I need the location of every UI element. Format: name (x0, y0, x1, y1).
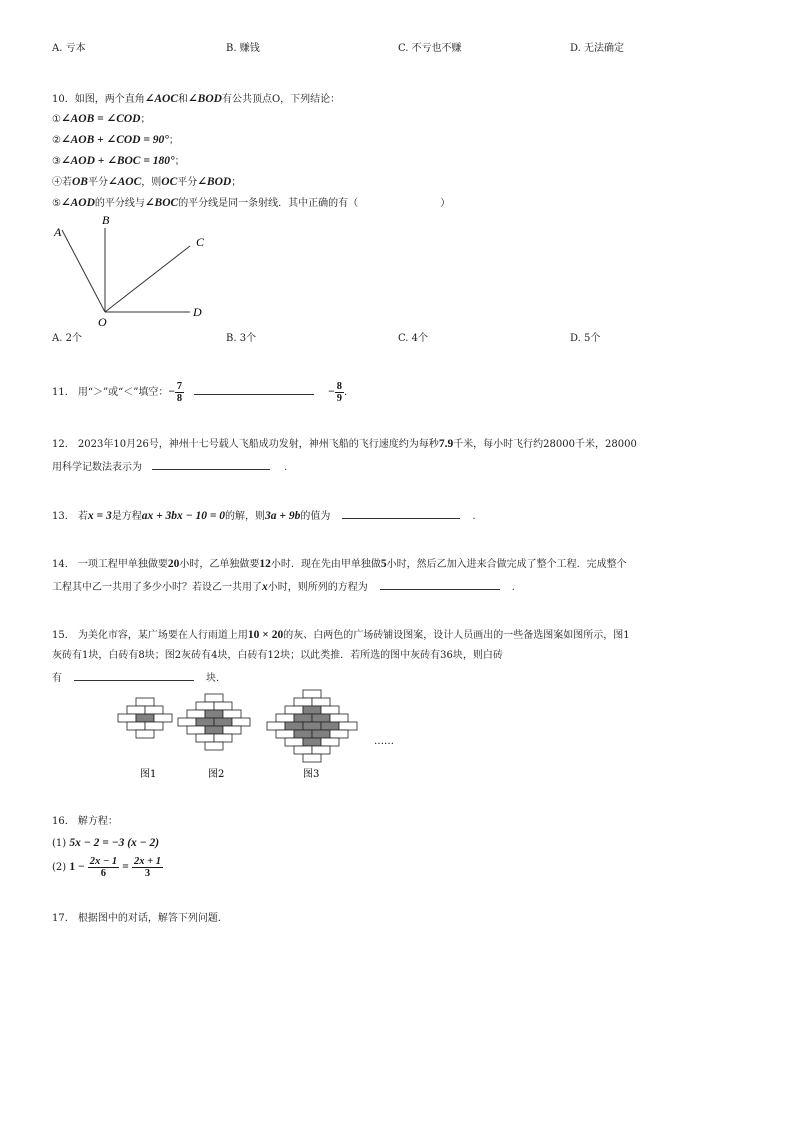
white-brick (312, 746, 330, 754)
q9-option-c: C. 不亏也不赚 (398, 43, 462, 54)
label-c: C (196, 235, 205, 249)
q9-option-b: B. 赚钱 (226, 43, 260, 54)
q11-answer-blank[interactable] (194, 384, 314, 395)
white-brick (321, 738, 339, 746)
fig-label-2: 图2 (208, 769, 225, 780)
white-brick (214, 702, 232, 710)
gray-brick (312, 730, 330, 738)
gray-brick (205, 710, 223, 718)
q14-line2: 工程其中乙一共用了多少小时？若设乙一共用了x小时，则所列的方程为 . (52, 581, 515, 593)
q13-answer-blank[interactable] (342, 508, 460, 519)
white-brick (136, 730, 154, 738)
white-brick (205, 694, 223, 702)
fig-label-3: 图3 (303, 769, 320, 780)
white-brick (312, 698, 330, 706)
white-brick (267, 722, 285, 730)
q14-answer-blank[interactable] (380, 579, 500, 590)
q11: 11． 用“＞”或“＜”填空：− $\frac{7}{8}$ − $\frac{8}{9}$ . (52, 381, 348, 404)
label-b: B (102, 213, 110, 227)
q10-angle-figure (50, 212, 210, 330)
q10-option-d: D. 5个 (570, 333, 601, 344)
q15-line3: 有 块． (52, 670, 226, 686)
white-brick (330, 730, 348, 738)
brick-figure-2 (178, 694, 250, 750)
white-brick (232, 718, 250, 726)
white-brick (196, 734, 214, 742)
brick-figure-3 (267, 690, 357, 762)
white-brick (330, 714, 348, 722)
q15-line2: 灰砖有1块，白砖有8块；图2灰砖有4块，白砖有12块；以此类推．若所选的图中灰砖有36块，则白砖 (52, 650, 503, 661)
label-o: O (98, 315, 107, 329)
q10-statement-4: ④若OB平分∠AOC，则OC平分∠BOD； (52, 176, 242, 188)
white-brick (154, 714, 172, 722)
q9-option-d: D. 无法确定 (570, 43, 625, 54)
white-brick (294, 698, 312, 706)
q10-stem: 10．如图，两个直角∠AOC和∠BOD有公共顶点O，下列结论： (52, 93, 341, 105)
q10-statement-1: ①∠AOB = ∠COD； (52, 113, 151, 125)
brick-figure-1 (118, 698, 172, 738)
white-brick (127, 722, 145, 730)
gray-brick (214, 718, 232, 726)
white-brick (276, 730, 294, 738)
q12-answer-blank[interactable] (152, 459, 270, 470)
white-brick (303, 690, 321, 698)
q12-line1: 12． 2023年10月26号，神州十七号载人飞船成功发射，神州飞船的飞行速度约为每秒7.9千米，每小时飞行约28000千米，28000 (52, 438, 637, 450)
white-brick (205, 742, 223, 750)
gray-brick (136, 714, 154, 722)
label-d: D (193, 305, 202, 319)
q16-part-1: (1) 5x − 2 = −3 (x − 2) (52, 837, 160, 849)
gray-brick (321, 722, 339, 730)
white-brick (214, 734, 232, 742)
white-brick (303, 754, 321, 762)
q16-title: 16． 解方程： (52, 816, 118, 827)
q12-line2: 用科学记数法表示为 . (52, 459, 287, 475)
white-brick (321, 706, 339, 714)
white-brick (276, 714, 294, 722)
white-brick (136, 698, 154, 706)
q9-option-a: A. 亏本 (52, 43, 86, 54)
q10-statement-5: ⑤∠AOD的平分线与∠BOC的平分线是同一条射线．其中正确的有（ ） (52, 197, 451, 209)
white-brick (285, 706, 303, 714)
q10-statement-3: ③∠AOD + ∠BOC = 180°； (52, 155, 185, 167)
q16-part-2: (2) 1 − $\frac{2x - 1}{6}$ = $\frac{2x + 1}{3}$ (52, 856, 162, 879)
q13: 13． 若x = 3是方程ax + 3bx − 10 = 0的解，则3a + 9b的值为 . (52, 510, 476, 522)
gray-brick (303, 706, 321, 714)
white-brick (339, 722, 357, 730)
white-brick (285, 738, 303, 746)
white-brick (294, 746, 312, 754)
q10-option-a: A. 2个 (52, 333, 82, 344)
white-brick (223, 710, 241, 718)
white-brick (196, 702, 214, 710)
q14-line1: 14． 一项工程甲单独做要20小时，乙单独做要12小时．现在先由甲单独做5小时，然后乙加入进来合做完成了整个工程．完成整个 (52, 558, 627, 570)
gray-brick (303, 738, 321, 746)
gray-brick (205, 726, 223, 734)
white-brick (187, 710, 205, 718)
white-brick (145, 706, 163, 714)
label-a: A (54, 225, 62, 239)
q15-brick-figures (100, 684, 420, 784)
white-brick (178, 718, 196, 726)
gray-brick (294, 714, 312, 722)
white-brick (118, 714, 136, 722)
gray-brick (294, 730, 312, 738)
white-brick (127, 706, 145, 714)
white-brick (145, 722, 163, 730)
gray-brick (303, 722, 321, 730)
q15-line1: 15． 为美化市容，某广场要在人行雨道上用10 × 20的灰、白两色的广场砖铺设图案，设计人员画出的一些备选图案如图所示，图1 (52, 629, 630, 641)
fig-label-1: 图1 (140, 769, 157, 780)
gray-brick (312, 714, 330, 722)
gray-brick (196, 718, 214, 726)
q10-statement-2: ②∠AOB + ∠COD = 90°； (52, 134, 179, 146)
gray-brick (285, 722, 303, 730)
white-brick (187, 726, 205, 734)
white-brick (223, 726, 241, 734)
q17: 17． 根据图中的对话，解答下列问题． (52, 913, 228, 924)
q10-option-b: B. 3个 (226, 333, 257, 344)
ellipsis: …… (374, 736, 394, 747)
q15-answer-blank[interactable] (74, 670, 194, 681)
q10-option-c: C. 4个 (398, 333, 429, 344)
